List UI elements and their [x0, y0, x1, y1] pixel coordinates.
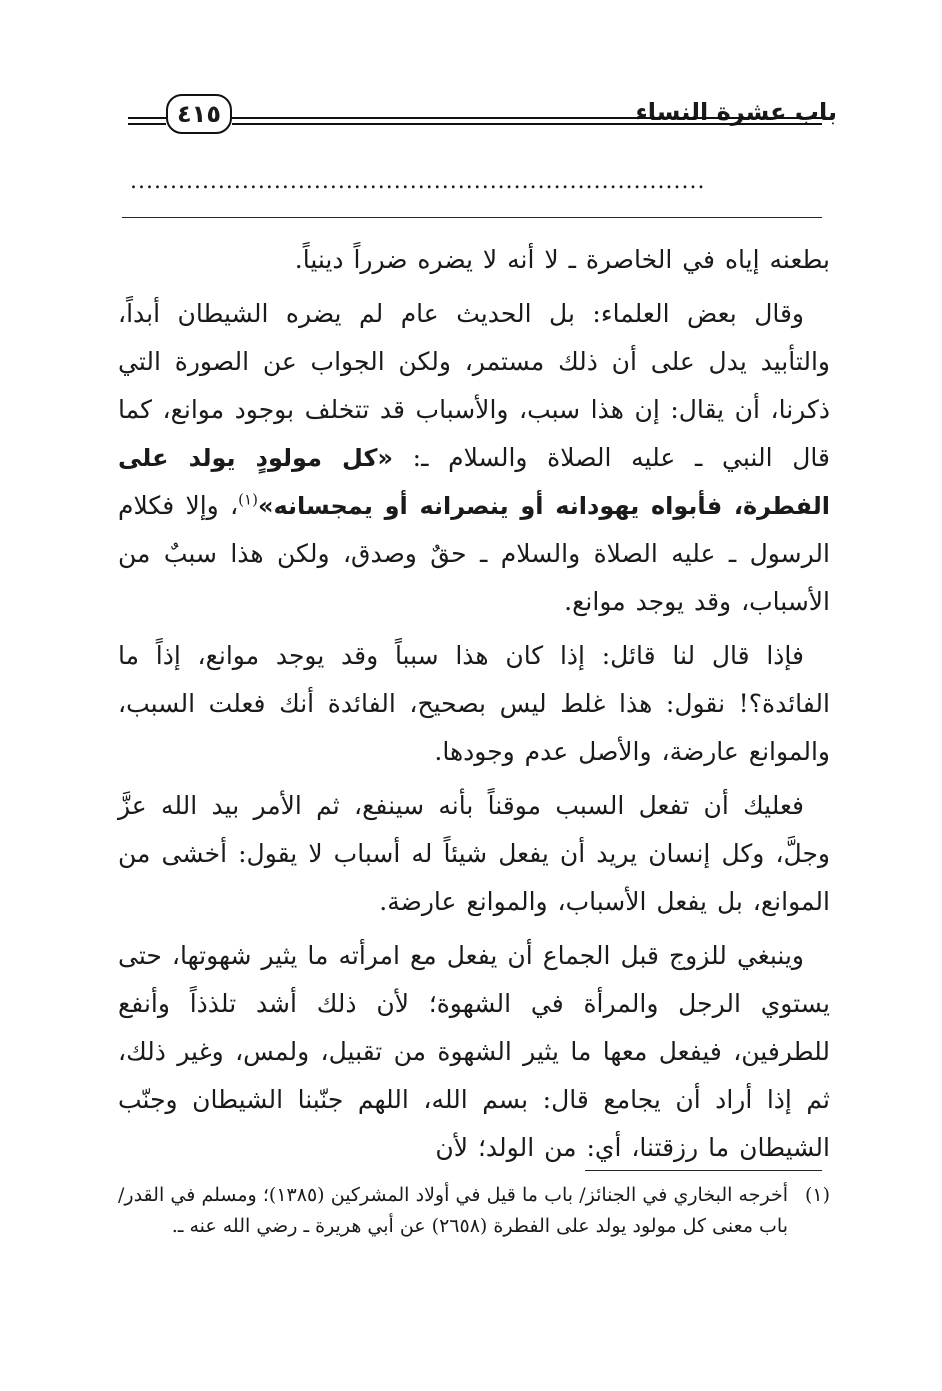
paragraph-3: فإذا قال لنا قائل: إذا كان هذا سبباً وقد يوجد موانع، إذاً ما الفائدة؟! نقول: هذا غلط ليس بصحيح، الفائدة أنك فعلت السبب، والموانع عارضة، والأصل عدم وجودها.	[118, 641, 830, 766]
hadith-continuation: ، وإلا فكلام الرسول ـ عليه الصلاة والسلام ـ حقٌ وصدق، ولكن هذا سببٌ من الأسباب، وقد يوجد موانع.	[118, 491, 830, 616]
hadith-quote: «كل مولودٍ يولد على الفطرة، فأبواه يهودانه أو ينصرانه أو يمجسانه»	[118, 444, 830, 520]
header-separator	[122, 217, 822, 218]
footnote-number: (١)	[804, 1184, 830, 1206]
paragraph-5: وينبغي للزوج قبل الجماع أن يفعل مع امرأته ما يثير شهوتها، حتى يستوي الرجل والمرأة في الشهوة؛ لأن ذلك أشد تلذذاً وأنفع للطرفين، فيفعل معها ما يثير الشهوة من تقبيل، ولمس، وغير ذلك، ثم إذا أراد أن يجامع قال: بسم الله، اللهم جنّبنا الشيطان وجنّب الشيطان ما رزقتنا، أي: من الولد؛ لأن	[118, 941, 830, 1162]
footnote	[118, 1180, 830, 1242]
paragraph-2-text: وقال بعض العلماء: بل الحديث عام لم يضره الشيطان أبداً، والتأبيد يدل على أن ذلك مستمر، ولكن الجواب عن الصورة التي ذكرنا، أن يقال: إن هذا سبب، والأسباب قد تتخلف بوجود موانع، كما قال النبي ـ عليه الصلاة والسلام ـ:	[118, 299, 830, 472]
footnote-text: أخرجه البخاري في الجنائز/ باب ما قيل في أولاد المشركين (١٣٨٥)؛ ومسلم في القدر/ باب معنى كل مولود يولد على الفطرة (٢٦٥٨) عن أبي هريرة ـ رضي الله عنه ـ.	[118, 1184, 788, 1237]
footnote-reference[interactable]: (١)	[238, 490, 258, 509]
page-number: ٤١٥	[166, 94, 232, 134]
chapter-title: باب عشرة النساء	[635, 98, 837, 126]
main-text	[118, 236, 830, 1178]
paragraph-1: بطعنه إياه في الخاصرة ـ لا أنه لا يضره ضرراً دينياً.	[294, 245, 830, 274]
header-rule-left	[128, 117, 166, 119]
header-rule-right	[232, 117, 822, 119]
paragraph-2	[118, 290, 830, 626]
header-rule-right-lower	[232, 123, 822, 125]
footnote-separator	[585, 1170, 822, 1171]
header-rule-left-lower	[128, 123, 166, 125]
paragraph-4: فعليك أن تفعل السبب موقناً بأنه سينفع، ثم الأمر بيد الله عزَّ وجلَّ، وكل إنسان يريد أن يفعل شيئاً له أسباب لا يقول: أخشى من الموانع، بل يفعل الأسباب، والموانع عارضة.	[118, 791, 830, 916]
omission-dots: ........................................................................	[130, 170, 706, 194]
